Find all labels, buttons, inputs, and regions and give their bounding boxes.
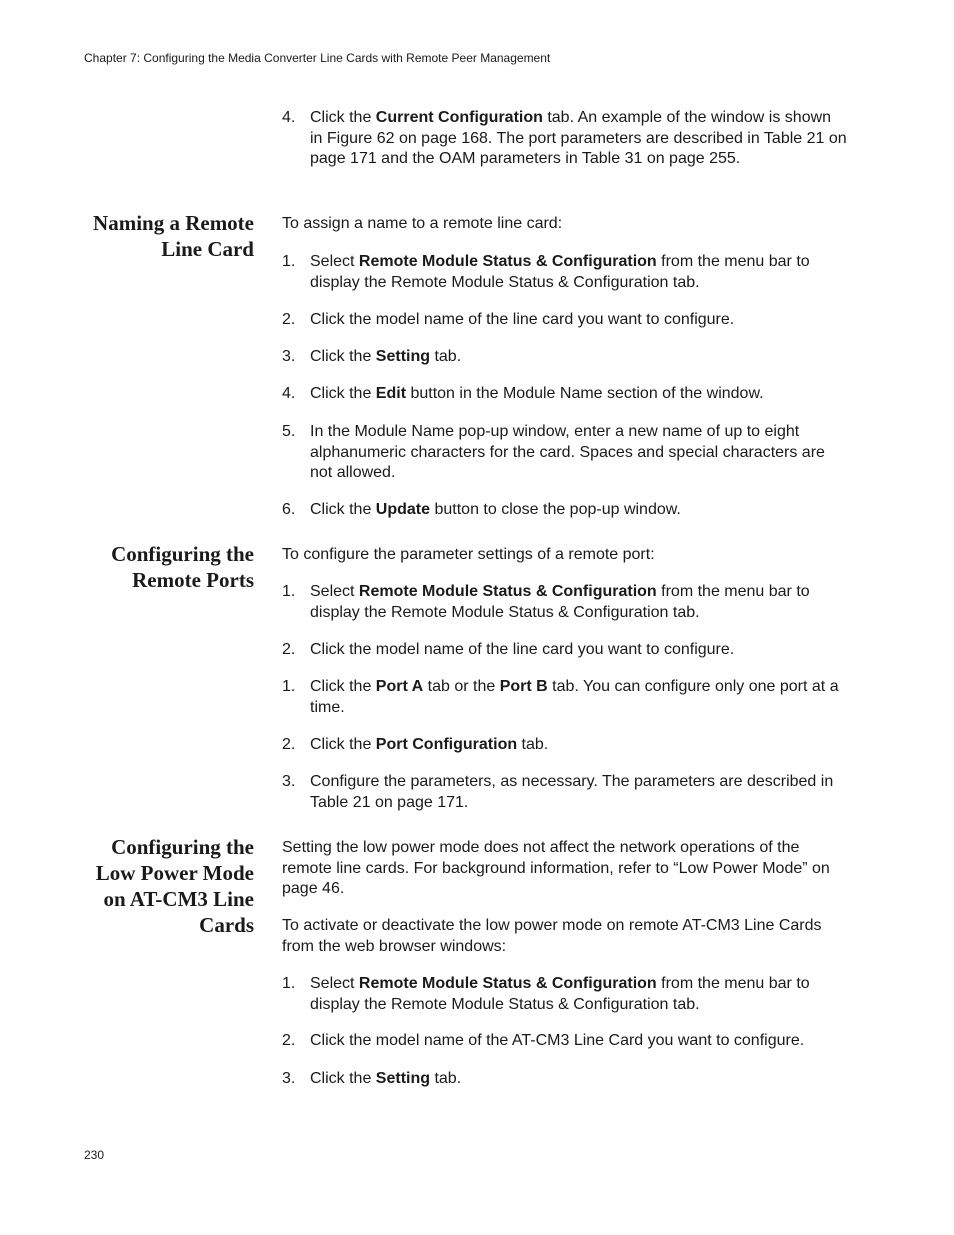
step-text: Click the Current Configuration tab. An example of the window is shown in Figure 62 on page 168. The port parameters are described in Table 21 on page 171 and the OAM parameters in Table 31 on page 255. — [310, 109, 847, 167]
list-item — [282, 640, 847, 661]
section-heading-lowpower — [60, 834, 254, 938]
heading-line: Remote Ports — [132, 568, 254, 592]
step-number: 3. — [282, 1070, 296, 1087]
heading-line: Cards — [199, 913, 254, 937]
step-number: 4. — [282, 385, 296, 402]
step-text: Click the Port Configuration tab. — [310, 736, 549, 753]
heading-line: Naming a Remote — [93, 211, 254, 235]
section-heading-naming — [60, 210, 254, 262]
step-text: Click the model name of the line card you want to configure. — [310, 641, 735, 658]
step-text: Click the model name of the AT-CM3 Line Card you want to configure. — [310, 1032, 805, 1049]
list-item — [282, 772, 847, 813]
step-number: 1. — [282, 678, 296, 695]
step-number: 2. — [282, 311, 296, 328]
heading-line: Low Power Mode — [95, 861, 254, 885]
section-paragraph: Setting the low power mode does not affect the network operations of the remote line cards. For background information, refer to “Low Power Mode” on page 46. — [282, 839, 830, 897]
list-item — [282, 1069, 847, 1090]
list-item — [282, 1031, 847, 1052]
section-paragraph: To activate or deactivate the low power mode on remote AT-CM3 Line Cards from the web browser windows: — [282, 917, 822, 955]
step-number: 4. — [282, 109, 296, 126]
list-item — [282, 347, 847, 368]
step-text: Select Remote Module Status & Configuration from the menu bar to display the Remote Module Status & Configuration tab. — [310, 975, 810, 1013]
heading-line: Line Card — [161, 237, 254, 261]
list-item — [282, 108, 847, 170]
step-number: 2. — [282, 736, 296, 753]
step-text: Click the Setting tab. — [310, 348, 462, 365]
section-intro: To assign a name to a remote line card: — [282, 215, 563, 232]
step-number: 5. — [282, 423, 296, 440]
list-item — [282, 310, 847, 331]
list-item — [282, 735, 847, 756]
section-heading-ports — [60, 541, 254, 593]
list-item — [282, 252, 847, 293]
step-text: Configure the parameters, as necessary. The parameters are described in Table 21 on page 171. — [310, 773, 834, 811]
step-number: 3. — [282, 773, 296, 790]
list-item — [282, 500, 847, 521]
step-number: 1. — [282, 975, 296, 992]
step-number: 2. — [282, 1032, 296, 1049]
heading-line: Configuring the — [111, 835, 254, 859]
heading-line: Configuring the — [111, 542, 254, 566]
page-number: 230 — [84, 1148, 105, 1162]
section-intro: To configure the parameter settings of a remote port: — [282, 546, 655, 563]
step-text: Click the Edit button in the Module Name section of the window. — [310, 385, 764, 402]
step-number: 6. — [282, 501, 296, 518]
step-number: 1. — [282, 253, 296, 270]
step-text: Click the Update button to close the pop-up window. — [310, 501, 681, 518]
heading-line: on AT-CM3 Line — [103, 887, 254, 911]
step-number: 3. — [282, 348, 296, 365]
step-text: Click the Setting tab. — [310, 1070, 462, 1087]
step-number: 2. — [282, 641, 296, 658]
step-text: Select Remote Module Status & Configuration from the menu bar to display the Remote Module Status & Configuration tab. — [310, 583, 810, 621]
list-item — [282, 422, 847, 484]
running-header: Chapter 7: Configuring the Media Converter Line Cards with Remote Peer Management — [84, 51, 551, 65]
step-text: In the Module Name pop-up window, enter a new name of up to eight alphanumeric characters for the card. Spaces and special characters are not allowed. — [310, 423, 825, 481]
list-item — [282, 974, 847, 1015]
step-text: Select Remote Module Status & Configuration from the menu bar to display the Remote Module Status & Configuration tab. — [310, 253, 810, 291]
step-text: Click the Port A tab or the Port B tab. You can configure only one port at a time. — [310, 678, 839, 716]
list-item — [282, 384, 847, 405]
list-item — [282, 677, 847, 718]
step-text: Click the model name of the line card you want to configure. — [310, 311, 735, 328]
list-item — [282, 582, 847, 623]
step-number: 1. — [282, 583, 296, 600]
